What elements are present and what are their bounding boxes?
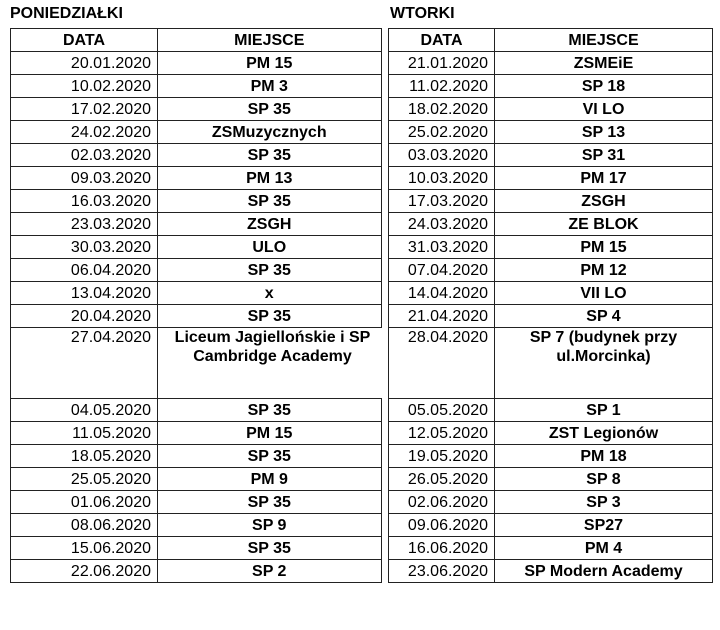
- date-cell: 10.03.2020: [389, 167, 495, 190]
- place-cell: ULO: [158, 236, 382, 259]
- date-cell: 02.06.2020: [389, 491, 495, 514]
- date-cell: 07.04.2020: [389, 259, 495, 282]
- place-cell: SP 35: [158, 259, 382, 282]
- table-row: [389, 167, 713, 190]
- place-cell: ZSMuzycznych: [158, 121, 382, 144]
- column-header-date: DATA: [389, 29, 495, 52]
- table-row: [389, 282, 713, 305]
- table-row: [389, 213, 713, 236]
- date-cell: 22.06.2020: [11, 560, 158, 583]
- place-cell: SP 3: [495, 491, 713, 514]
- place-cell: PM 15: [158, 52, 382, 75]
- place-cell: VII LO: [495, 282, 713, 305]
- date-cell: 10.02.2020: [11, 75, 158, 98]
- table-row: [11, 144, 382, 167]
- place-cell: SP 18: [495, 75, 713, 98]
- date-cell: 28.04.2020: [389, 328, 495, 399]
- place-cell: ZSMEiE: [495, 52, 713, 75]
- place-cell: SP 35: [158, 399, 382, 422]
- date-cell: 30.03.2020: [11, 236, 158, 259]
- date-cell: 05.05.2020: [389, 399, 495, 422]
- table-row: [11, 328, 382, 399]
- place-cell: SP 35: [158, 445, 382, 468]
- place-cell: SP 35: [158, 144, 382, 167]
- table-row: [389, 560, 713, 583]
- place-cell: SP 8: [495, 468, 713, 491]
- place-cell: PM 9: [158, 468, 382, 491]
- place-cell: PM 18: [495, 445, 713, 468]
- column-header-date: DATA: [11, 29, 158, 52]
- table-row: [389, 144, 713, 167]
- column-header-place: MIEJSCE: [495, 29, 713, 52]
- date-cell: 21.01.2020: [389, 52, 495, 75]
- table-row: [11, 282, 382, 305]
- table-row: [11, 514, 382, 537]
- monday-schedule-table: [10, 28, 382, 583]
- table-row: [389, 468, 713, 491]
- table-row: [11, 259, 382, 282]
- table-row: [389, 328, 713, 399]
- tuesday-schedule-table: [388, 28, 713, 583]
- date-cell: 23.06.2020: [389, 560, 495, 583]
- table-row: [389, 445, 713, 468]
- table-row: [11, 422, 382, 445]
- table-row: [11, 167, 382, 190]
- date-cell: 04.05.2020: [11, 399, 158, 422]
- place-cell: SP 4: [495, 305, 713, 328]
- date-cell: 25.02.2020: [389, 121, 495, 144]
- place-cell: [495, 328, 713, 399]
- place-cell: SP 13: [495, 121, 713, 144]
- table-row: [389, 491, 713, 514]
- place-cell: VI LO: [495, 98, 713, 121]
- date-cell: 17.03.2020: [389, 190, 495, 213]
- date-cell: 15.06.2020: [11, 537, 158, 560]
- date-cell: 20.04.2020: [11, 305, 158, 328]
- place-cell: SP 9: [158, 514, 382, 537]
- table-row: [11, 468, 382, 491]
- table-row: [11, 305, 382, 328]
- table-row: [11, 560, 382, 583]
- table-row: [389, 422, 713, 445]
- date-cell: 03.03.2020: [389, 144, 495, 167]
- table-row: [389, 537, 713, 560]
- place-cell: SP27: [495, 514, 713, 537]
- date-cell: 19.05.2020: [389, 445, 495, 468]
- date-cell: 16.03.2020: [11, 190, 158, 213]
- table-row: [11, 236, 382, 259]
- table-row: [389, 236, 713, 259]
- place-cell: ZST Legionów: [495, 422, 713, 445]
- table-row: [389, 399, 713, 422]
- place-cell: PM 15: [495, 236, 713, 259]
- date-cell: 18.05.2020: [11, 445, 158, 468]
- table-row: [11, 98, 382, 121]
- place-cell: PM 12: [495, 259, 713, 282]
- table-row: [11, 491, 382, 514]
- date-cell: 20.01.2020: [11, 52, 158, 75]
- table-row: [11, 537, 382, 560]
- date-cell: 21.04.2020: [389, 305, 495, 328]
- date-cell: 23.03.2020: [11, 213, 158, 236]
- place-cell: SP 31: [495, 144, 713, 167]
- date-cell: 09.06.2020: [389, 514, 495, 537]
- table-row: [389, 121, 713, 144]
- date-cell: 17.02.2020: [11, 98, 158, 121]
- place-cell: PM 15: [158, 422, 382, 445]
- date-cell: 31.03.2020: [389, 236, 495, 259]
- place-cell: [158, 328, 382, 399]
- table-row: [389, 259, 713, 282]
- monday-title: PONIEDZIAŁKI: [10, 5, 123, 22]
- place-cell: SP Modern Academy: [495, 560, 713, 583]
- date-cell: 14.04.2020: [389, 282, 495, 305]
- date-cell: 16.06.2020: [389, 537, 495, 560]
- place-cell: SP 1: [495, 399, 713, 422]
- tuesday-title: WTORKI: [390, 5, 455, 22]
- place-cell: SP 35: [158, 537, 382, 560]
- date-cell: 12.05.2020: [389, 422, 495, 445]
- date-cell: 13.04.2020: [11, 282, 158, 305]
- place-cell: PM 17: [495, 167, 713, 190]
- date-cell: 25.05.2020: [11, 468, 158, 491]
- place-cell: x: [158, 282, 382, 305]
- table-row: [389, 190, 713, 213]
- place-text: SP 7 (budynek przy ul.Morcinka): [529, 329, 678, 365]
- date-cell: 08.06.2020: [11, 514, 158, 537]
- place-cell: SP 35: [158, 491, 382, 514]
- table-row: [11, 121, 382, 144]
- place-cell: PM 3: [158, 75, 382, 98]
- place-text: Liceum Jagiellońskie i SP Cambridge Academy: [174, 329, 371, 365]
- place-cell: ZSGH: [158, 213, 382, 236]
- place-cell: SP 35: [158, 305, 382, 328]
- date-cell: 11.05.2020: [11, 422, 158, 445]
- table-row: [11, 52, 382, 75]
- table-row: [11, 75, 382, 98]
- table-row: [11, 190, 382, 213]
- table-row: [389, 305, 713, 328]
- date-cell: 18.02.2020: [389, 98, 495, 121]
- date-cell: 26.05.2020: [389, 468, 495, 491]
- table-row: [11, 399, 382, 422]
- place-cell: ZSGH: [495, 190, 713, 213]
- place-cell: SP 35: [158, 190, 382, 213]
- date-cell: 27.04.2020: [11, 328, 158, 399]
- date-cell: 11.02.2020: [389, 75, 495, 98]
- column-header-place: MIEJSCE: [158, 29, 382, 52]
- table-row: [11, 445, 382, 468]
- table-row: [389, 514, 713, 537]
- place-cell: SP 2: [158, 560, 382, 583]
- table-row: [389, 98, 713, 121]
- place-cell: PM 13: [158, 167, 382, 190]
- place-cell: PM 4: [495, 537, 713, 560]
- date-cell: 24.02.2020: [11, 121, 158, 144]
- date-cell: 24.03.2020: [389, 213, 495, 236]
- date-cell: 02.03.2020: [11, 144, 158, 167]
- date-cell: 09.03.2020: [11, 167, 158, 190]
- place-cell: ZE BLOK: [495, 213, 713, 236]
- date-cell: 06.04.2020: [11, 259, 158, 282]
- date-cell: 01.06.2020: [11, 491, 158, 514]
- table-row: [389, 75, 713, 98]
- table-row: [389, 52, 713, 75]
- place-cell: SP 35: [158, 98, 382, 121]
- table-row: [11, 213, 382, 236]
